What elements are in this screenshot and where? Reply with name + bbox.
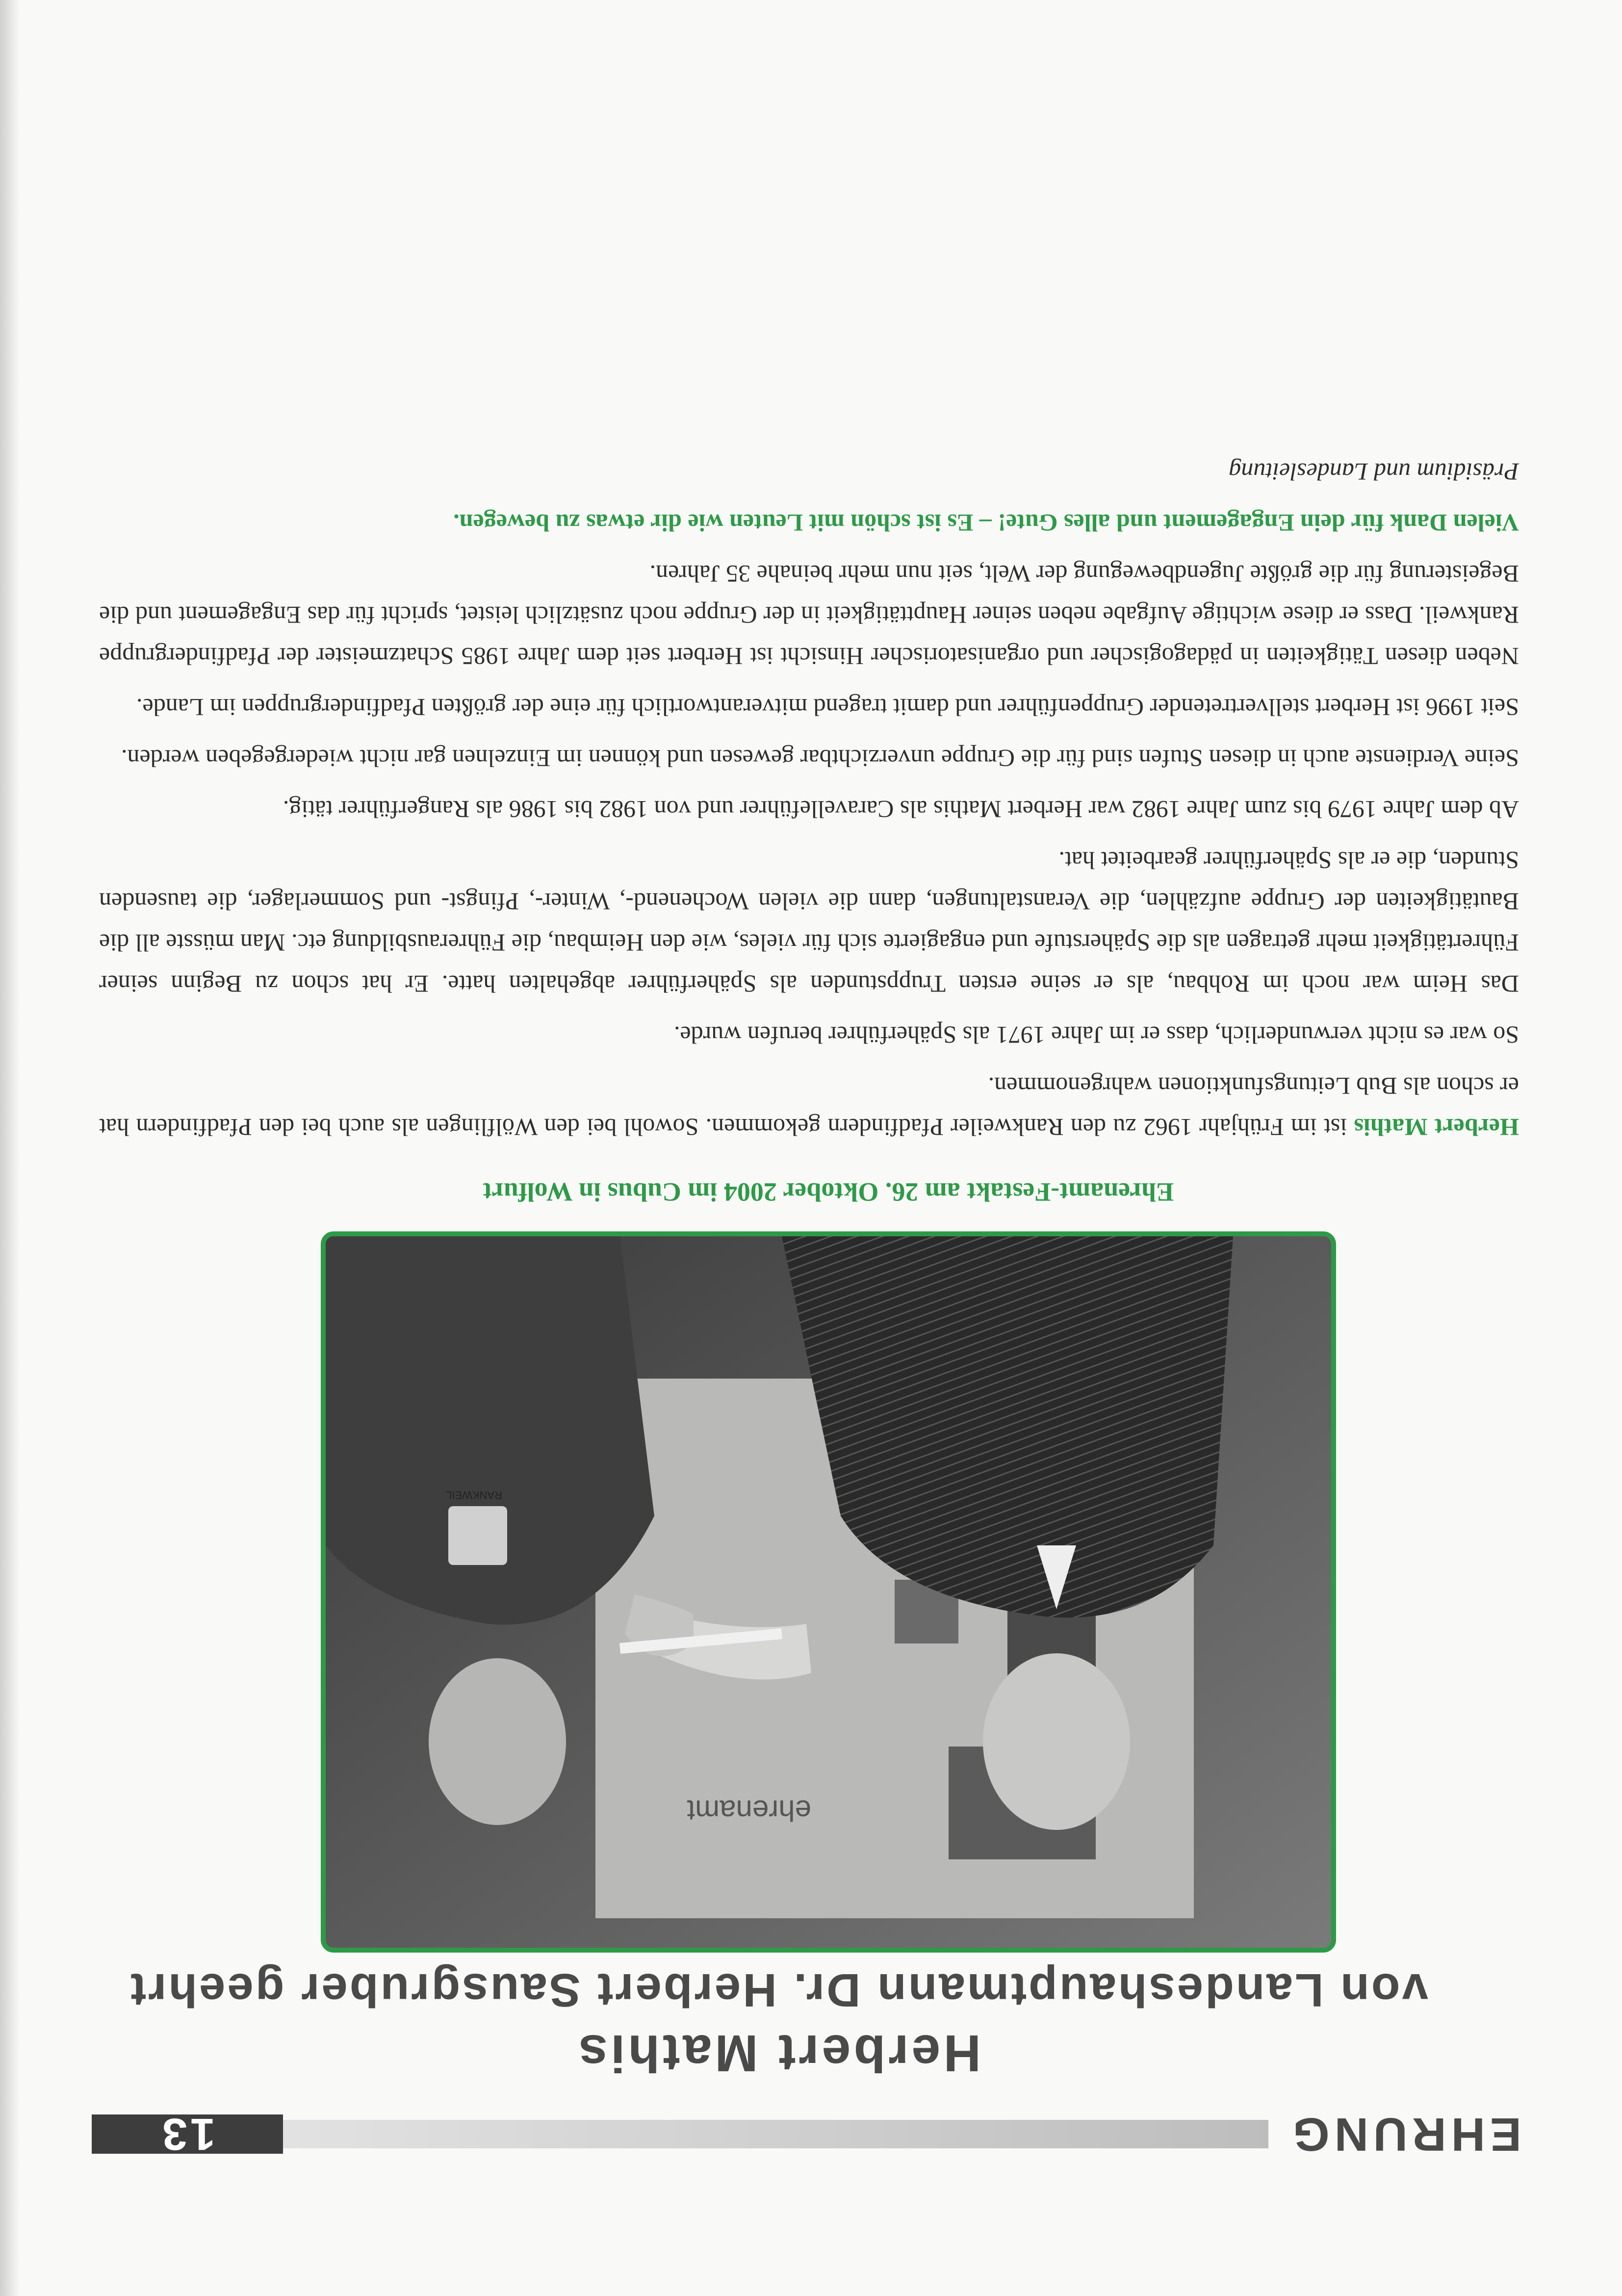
- title-line-2: von Landeshauptmann Dr. Herbert Sausgruber geehrt: [129, 1964, 1428, 2016]
- header-rule: [283, 2120, 1268, 2148]
- photo-caption: Ehrenamt-Festakt am 26. Oktober 2004 im Cubus in Wolfurt: [483, 1177, 1174, 1207]
- scout-man-shirt: [326, 1236, 654, 1625]
- svg-text:RANKWEIL: RANKWEIL: [446, 1489, 502, 1501]
- binding-shadow: [0, 0, 20, 2296]
- thanks-line: Vielen Dank für dein Engagement und alles Gute! – Es ist schön mit Leuten wie dir etwas zu bewegen.: [453, 509, 1519, 537]
- paragraph-5: Seine Verdienste auch in diesen Stufen sind für die Gruppe unverzichtbar gewesen und können im Einzelnen gar nicht wiedergegeben werden.: [121, 745, 1519, 772]
- paragraph-7: Neben diesen Tätigkeiten in pädagogischer und organisatorischer Hinsicht ist Herbert seit dem Jahre 1985 Schatzmeister der Pfadfindergruppe Rankweil. Dass er diese wichtige Aufgabe neben seiner Haupttätigkeit in der Gruppe noch zusätzlich leistet, spricht für das Engagement und die Begeisterung für die größte Jugendbewegung der Welt, seit nun mehr beinahe 35 Jahren.: [99, 560, 1519, 670]
- page-header: [92, 2108, 1521, 2161]
- ceremony-photo: [321, 1231, 1336, 1953]
- article-body: [99, 442, 1519, 1148]
- paragraph-6: Seit 1996 ist Herbert stellvertretender Gruppenführer und damit tragend mitverantwortlich für eine der größten Pfadfindergruppen im Lande.: [136, 694, 1519, 721]
- title-line-1: Herbert Mathis: [575, 2024, 981, 2082]
- page-number: 13: [92, 2114, 283, 2154]
- section-label: EHRUNG: [1287, 2108, 1521, 2161]
- highlighted-name: Herbert Mathis: [1354, 1114, 1519, 1141]
- signature: Präsidium und Landesleitung: [1229, 458, 1519, 486]
- photo-illustration: [326, 1236, 1331, 1948]
- rankweil-badge: [448, 1506, 507, 1565]
- paragraph-4: Ab dem Jahre 1979 bis zum Jahre 1982 war Herbert Mathis als Caravelleführer und von 1982 bis 1986 als Rangerführer tätig.: [283, 796, 1519, 823]
- paragraph-1: [99, 1066, 1519, 1148]
- paragraph-2: So war es nicht verwunderlich, dass er im Jahre 1971 als Späherführer berufen wurde.: [673, 1021, 1519, 1049]
- paragraph-3: Das Heim war noch im Rohbau, als er seine ersten Truppstunden als Späherführer abgehalten hatte. Er hat schon zu Beginn seiner Führertätigkeit mehr getragen als die Späherstufe und engagierte sich für vieles, wie den Heimbau, die Führerausbildung etc. Man müsste all die Bautätigkeiten der Gruppe aufzählen, die Veranstaltungen, dann die vielen Wochenend-, Winter-, Pfingst- und Sommerlager, die tausenden Stunden, die er als Späherführer gearbeitet hat.: [99, 847, 1519, 998]
- paragraph-1-text: ist im Frühjahr 1962 zu den Rankweiler Pfadfindern gekommen. Sowohl bei den Wölflingen als auch bei den Pfadfindern hat er schon als Bub Leitungsfunktionen wahrgenommen.: [99, 1072, 1519, 1141]
- suit-man-head: [983, 1653, 1130, 1830]
- scout-man-head: [429, 1658, 566, 1825]
- banner-text-left: ehrenamt: [687, 1794, 811, 1827]
- article-title: [67, 1958, 1490, 2085]
